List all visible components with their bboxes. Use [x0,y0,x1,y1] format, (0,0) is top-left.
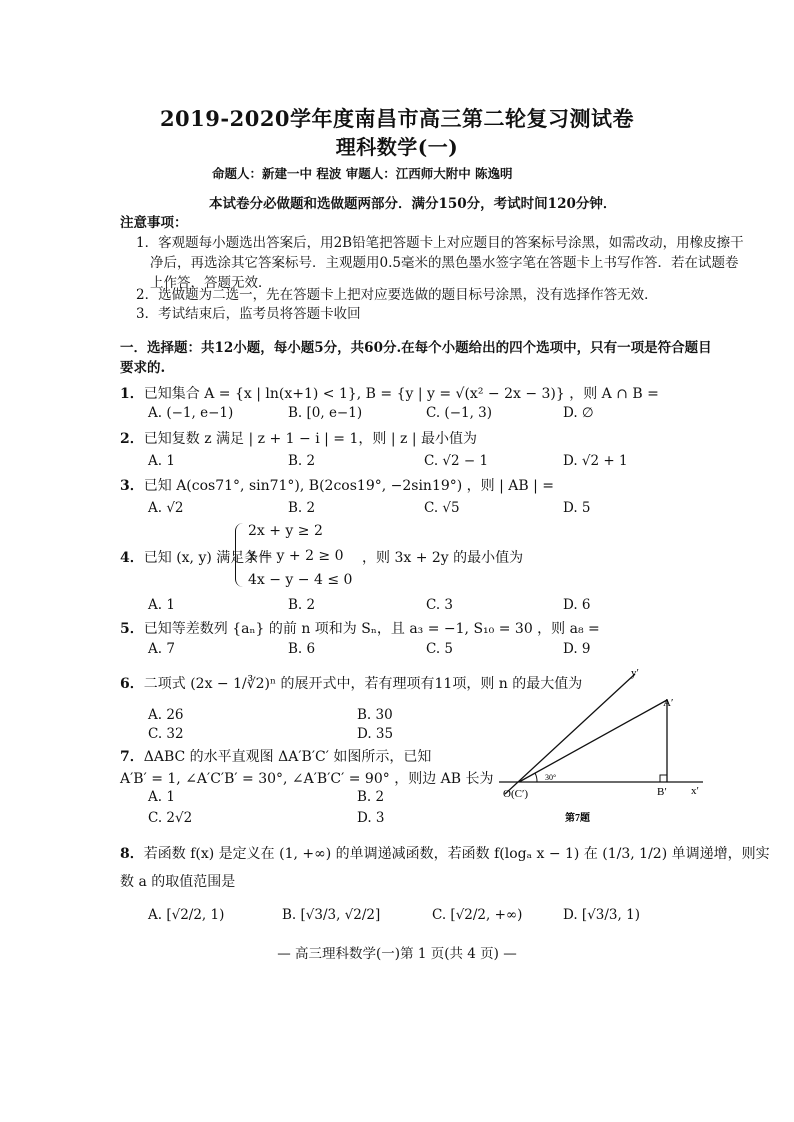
option-a[interactable]: A. 1 [148,789,175,805]
y-axis-label: y′ [631,667,639,679]
authors-line: 命题人：新建一中 程波 审题人：江西师大附中 陈逸明 [212,166,513,181]
option-c[interactable]: C. 32 [148,726,184,742]
option-a[interactable]: A. (−1, e−1) [148,405,234,421]
figure-q7 [495,662,710,827]
question-stem: 已知复数 z 满足 | z + 1 − i | = 1，则 | z | 最小值为 [143,431,477,447]
question-stem-tail: ，则 3x + 2y 的最小值为 [362,550,524,566]
option-c[interactable]: C. 5 [426,641,454,657]
option-c[interactable]: C. √5 [424,500,460,516]
y-axis-line [505,674,635,794]
option-c[interactable]: C. 3 [426,597,454,613]
option-b[interactable]: B. 2 [288,597,316,613]
question-stem: 已知集合 A = {x | ln(x+1) < 1}, B = {y | y = √(x² − 2x − 3)} ，则 A ∩ B = [143,386,659,402]
question-stem: ΔABC 的水平直观图 ΔA′B′C′ 如图所示，已知 [143,749,432,765]
note-item: 1．客观题每小题选出答案后，用2B铅笔把答题卡上对应题目的答案标号涂黑，如需改动，用橡皮擦干净后，再选涂其它答案标号．主观题用0.5毫米的黑色墨水签字笔在答题卡上书写作答．若在试题卷上作答，答题无效． [136,235,744,291]
option-d[interactable]: D. 5 [563,500,591,516]
point-b-label: B′ [657,786,667,798]
exam-intro: 本试卷分必做题和选做题两部分．满分150分，考试时间120分钟． [209,196,617,212]
option-c[interactable]: C. (−1, 3) [426,405,493,421]
option-d[interactable]: D. 3 [357,810,385,826]
question-stem-line2: 数 a 的取值范围是 [120,874,236,890]
system-brace [235,523,248,587]
option-c[interactable]: C. 2√2 [148,810,193,826]
angle-arc [535,773,537,782]
constraint: x − y + 2 ≥ 0 [248,548,344,564]
constraint: 2x + y ≥ 2 [248,523,323,539]
question-stem: 已知等差数列 {aₙ} 的前 n 项和为 Sₙ，且 a₃ = −1, S₁₀ = 30 ，则 a₈ = [143,621,600,637]
option-a[interactable]: A. 26 [148,707,184,723]
question-number: 8． [120,846,144,862]
page-subtitle: 理科数学(一) [335,135,459,159]
option-d[interactable]: D. 35 [357,726,394,742]
option-b[interactable]: B. 6 [288,641,316,657]
page-title: 2019-2020学年度南昌市高三第二轮复习测试卷 [159,106,635,131]
question-number: 2． [120,431,144,447]
question-stem: 若函数 f(x) 是定义在 (1, +∞) 的单调递减函数，若函数 f(logₐ x − 1) 在 (1/3, 1/2) 单调递增，则实 [143,846,770,862]
option-a[interactable]: A. 7 [148,641,175,657]
angle-label: 30° [545,773,557,782]
option-b[interactable]: B. 2 [288,453,316,469]
option-a[interactable]: A. 1 [148,597,175,613]
option-b[interactable]: B. [0, e−1) [288,405,363,421]
option-d[interactable]: D. [√3/3, 1) [563,907,640,923]
figure-caption: 第7题 [565,813,590,824]
option-c[interactable]: C. √2 − 1 [424,453,489,469]
note-item: 3．考试结束后，监考员将答题卡收回 [136,306,361,322]
option-d[interactable]: D. √2 + 1 [563,453,628,469]
right-angle-mark [660,775,667,782]
x-axis-label: x′ [691,785,699,797]
option-d[interactable]: D. ∅ [563,405,594,421]
question-stem: 已知 (x, y) 满足条件 [143,550,273,566]
option-a[interactable]: A. 1 [148,453,175,469]
question-stem-line2: A′B′ = 1, ∠A′C′B′ = 30°, ∠A′B′C′ = 90° ，则边 AB 长为 [120,771,494,787]
option-d[interactable]: D. 9 [563,641,591,657]
question-number: 3． [120,478,144,494]
question-number: 1． [120,386,144,402]
question-3 [120,475,554,495]
question-5 [120,618,600,638]
question-number: 5． [120,621,144,637]
option-b[interactable]: B. 2 [288,500,316,516]
constraint: 4x − y − 4 ≤ 0 [248,572,353,588]
question-number: 6． [120,676,144,692]
origin-label: O(C′) [503,788,529,800]
question-stem: 二项式 (2x − 1/∛2)ⁿ 的展开式中，若有理项有11项，则 n 的最大值为 [143,676,583,692]
question-number: 7． [120,749,144,765]
question-stem: 已知 A(cos71°, sin71°), B(2cos19°, −2sin19°) ，则 | AB | = [143,478,555,494]
question-2 [120,428,477,448]
option-a[interactable]: A. √2 [148,500,184,516]
option-d[interactable]: D. 6 [563,597,591,613]
option-b[interactable]: B. [√3/3, √2/2] [282,907,381,923]
note-item: 2．选做题为二选一，先在答题卡上把对应要选做的题目标号涂黑，没有选择作答无效． [136,287,658,303]
question-1 [120,383,659,403]
option-b[interactable]: B. 30 [357,707,393,723]
question-7 [120,746,431,766]
page-footer: — 高三理科数学(一)第 1 页(共 4 页) — [277,946,517,962]
point-a-label: A′ [663,697,674,709]
section-heading: 一．选择题：共12小题，每小题5分，共60分.在每个小题给出的四个选项中，只有一项是符合题目要求的. [120,340,712,376]
question-8 [120,843,770,863]
option-b[interactable]: B. 2 [357,789,385,805]
notes-heading: 注意事项： [120,215,188,231]
question-number: 4． [120,550,144,566]
option-c[interactable]: C. [√2/2, +∞) [432,907,523,923]
option-a[interactable]: A. [√2/2, 1) [148,907,225,923]
